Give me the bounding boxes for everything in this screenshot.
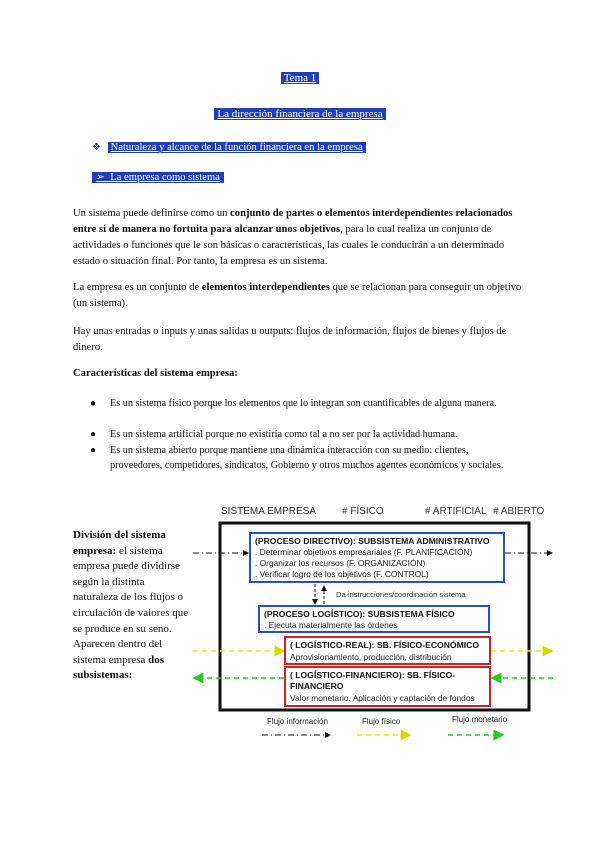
bullet-icon: ● [90, 445, 97, 456]
tag-artificial: # ARTIFICIAL [425, 506, 487, 517]
box4-title: ( LOGÍSTICO-FINANCIERO): SB. FÍSICO- [290, 670, 456, 680]
box3-title: ( LOGÍSTICO-REAL): SB. FÍSICO-ECONÓMICO [290, 640, 480, 650]
paragraph-flows: Hay unas entradas o inputs y unas salidas u outputs: flujos de información, flujos de bienes y flujos de dinero. [73, 326, 507, 353]
tag-fisico: # FÍSICO [342, 506, 384, 517]
tag-abierto: # ABIERTO [493, 506, 545, 517]
diagram-title: SISTEMA EMPRESA [221, 506, 317, 517]
bullet-icon: ● [90, 398, 97, 409]
list-item: ● Es un sistema abierto porque mantiene una dinámica interacción con su medio: clientes, proveedores, competidores, sindicatos, Gobierno y otros muchos agentes económicos y sociales. [90, 445, 504, 471]
topic-number: Tema 1 [0, 72, 600, 84]
box4-line: Valor monetario. Aplicación y captación de fondos [290, 693, 475, 703]
box3-line: Aprovisionamiento, producción, distribución [290, 652, 452, 662]
paragraph-definition: Un sistema puede definirse como un conjunto de partes o elementos interdependientes relacionados entre sí de manera no fortuita para alcanzar unos objetivos, para lo cual realiza un conjunto de actividades o funciones que le son básicas o características, las cuales le conducirán a un determinado estado o situación final. Por tanto, la empresa es un sistema. [73, 208, 513, 267]
box1-title: (PROCESO DIRECTIVO): SUBSISTEMA ADMINISTRATIVO [255, 536, 490, 546]
box2-title: (PROCESO LOGÍSTICO): SUBSISTEMA FÍSICO [264, 609, 455, 619]
division-text: División del sistema empresa: el sistema empresa puede dividirse según la distinta naturaleza de los flujos o circulación de valores que se produce en su seno. Aparecen dentro del sistema empresa dos subsistemas: [73, 529, 189, 682]
list-item: ● Es un sistema artificial porque no existiría como tal a no ser por la actividad humana. [90, 429, 458, 440]
legend-info-label: Flujo información [267, 717, 328, 726]
diamond-bullet-icon: ❖ [92, 142, 101, 153]
legend-monetary-label: Flujo monetario [452, 715, 508, 724]
coordination-label: Da instrucciones/coordinación sistema [336, 590, 466, 599]
box4-title: FINANCIERO [290, 681, 344, 691]
characteristics-title: Características del sistema empresa: [73, 368, 238, 379]
chapter-title: La dirección financiera de la empresa [0, 108, 600, 120]
arrow-bullet-icon: ➢ [96, 172, 105, 183]
box1-line: . Organizar los recursos (F. ORGANIZACIÓN) [255, 558, 426, 568]
paragraph-elements: La empresa es un conjunto de elementos interdependientes que se relacionan para conseguir un objetivo (un sistema). [73, 282, 522, 309]
section-heading: ❖ Naturaleza y alcance de la función financiera en la empresa [92, 142, 366, 153]
box1-line: . Determinar objetivos empresariales (F. PLANIFICACIÓN) [255, 547, 473, 557]
bullet-icon: ● [90, 429, 97, 440]
list-item: ● Es un sistema físico porque los elementos que lo integran son cuantificables de alguna manera. [90, 398, 497, 409]
legend-physical-label: Flujo físico [362, 717, 401, 726]
box2-line: . Ejecuta materialmente las órdenes [264, 620, 398, 630]
box1-line: . Verificar logro de los objetivos (F. CONTROL) [255, 569, 429, 579]
subsection-heading: ➢ La empresa como sistema [92, 171, 224, 183]
